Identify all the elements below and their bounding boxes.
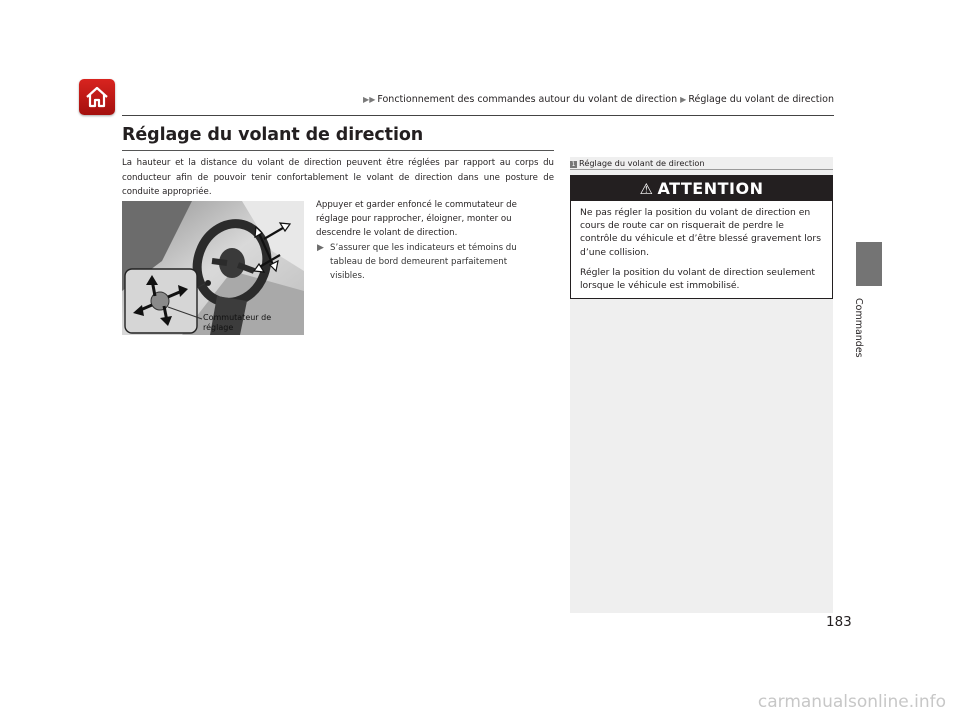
warning-text-1: Ne pas régler la position du volant de direction en cours de route car on risquerait de perdre le contrôle du véhicule et d’être blessé gravement lors d’une collision. xyxy=(580,207,821,258)
watermark: carmanualsonline.info xyxy=(757,692,946,712)
breadcrumb-arrow-icon: ▶▶ xyxy=(363,95,376,104)
home-icon xyxy=(84,84,110,110)
adjustment-switch-callout: Commutateur de réglage xyxy=(203,313,272,332)
reference-tag-icon: 1 xyxy=(571,161,576,168)
attention-label: ATTENTION xyxy=(657,179,764,198)
attention-bar xyxy=(571,176,832,201)
instruction-note xyxy=(316,242,544,283)
title-divider xyxy=(122,150,554,151)
header-divider xyxy=(122,115,834,116)
intro-paragraph: La hauteur et la distance du volant de direction peuvent être réglées par rapport au corps du conducteur afin de pouvoir tenir confortablement le volant de direction dans une posture de conduite appropriée. xyxy=(122,158,554,197)
instructions xyxy=(316,199,544,284)
attention-body xyxy=(571,201,832,292)
home-button[interactable] xyxy=(79,79,115,115)
page-number: 183 xyxy=(826,614,852,630)
breadcrumb-arrow-icon: ▶ xyxy=(680,95,687,104)
sidebar-header xyxy=(570,157,833,170)
attention-box xyxy=(570,175,833,299)
breadcrumb-current: Réglage du volant de direction xyxy=(688,94,834,105)
instruction-step: Appuyer et garder enfoncé le commutateur de réglage pour rapprocher, éloigner, monter ou descendre le volant de direction. xyxy=(316,200,517,238)
warning-triangle-icon: ⚠ xyxy=(639,179,654,198)
breadcrumb-link-controls[interactable]: Fonctionnement des commandes autour du volant de direction xyxy=(377,94,678,105)
instruction-note-text: S’assurer que les indicateurs et témoins du tableau de bord demeurent parfaitement visibles. xyxy=(330,243,517,281)
section-title: Réglage du volant de direction xyxy=(122,125,424,145)
breadcrumb xyxy=(360,94,834,106)
warning-text-2: Régler la position du volant de direction seulement lorsque le véhicule est immobilisé. xyxy=(580,266,816,292)
sidebar-header-text: Réglage du volant de direction xyxy=(579,158,705,168)
chapter-tab[interactable] xyxy=(856,242,882,286)
note-arrow-icon: ▶ xyxy=(317,243,324,254)
chapter-tab-label: Commandes xyxy=(853,298,864,358)
